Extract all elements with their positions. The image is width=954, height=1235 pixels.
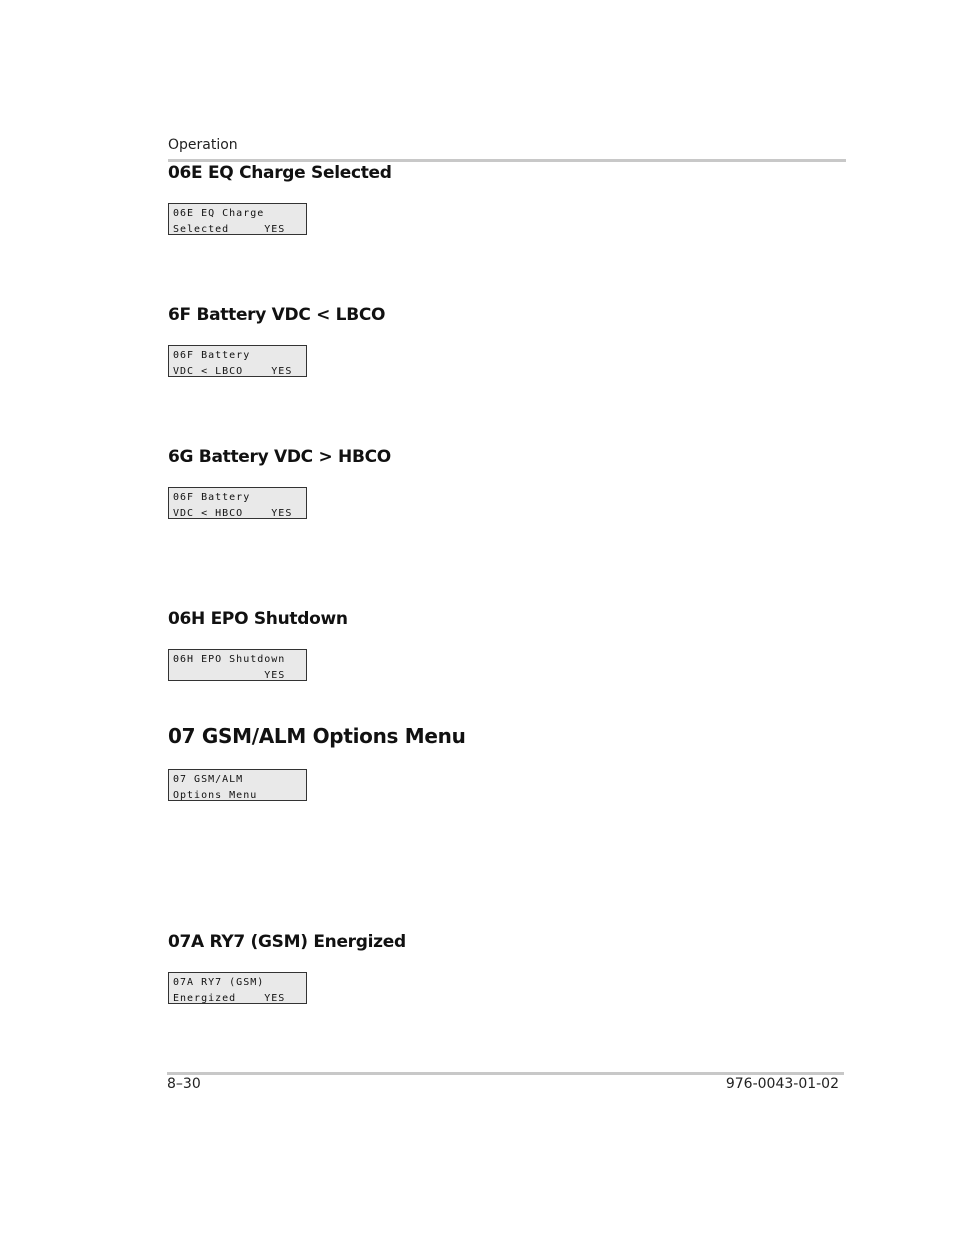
lcd-line-2: Energized YES — [173, 992, 286, 1004]
lcd-display-06h — [168, 649, 307, 681]
header-rule — [168, 159, 846, 162]
lcd-line-2: VDC < HBCO YES — [173, 507, 293, 519]
document-number: 976-0043-01-02 — [725, 1076, 839, 1092]
lcd-line-1: 06F Battery — [173, 492, 251, 503]
section-heading-6g: 6G Battery VDC > HBCO — [168, 447, 391, 467]
section-heading-07a: 07A RY7 (GSM) Energized — [168, 932, 406, 952]
section-heading-06e: 06E EQ Charge Selected — [168, 163, 392, 183]
section-heading-07: 07 GSM/ALM Options Menu — [168, 724, 466, 748]
footer-rule — [167, 1072, 844, 1075]
lcd-line-2: Selected YES — [173, 223, 286, 235]
lcd-display-07a — [168, 972, 307, 1004]
page-number: 8–30 — [167, 1076, 201, 1092]
section-heading-6f: 6F Battery VDC < LBCO — [168, 305, 386, 325]
lcd-line-1: 06E EQ Charge — [173, 208, 265, 219]
lcd-line-1: 06H EPO Shutdown — [173, 654, 286, 665]
lcd-display-6g — [168, 487, 307, 519]
lcd-line-2: VDC < LBCO YES — [173, 365, 293, 377]
lcd-line-2: YES — [173, 669, 286, 681]
lcd-display-07 — [168, 769, 307, 801]
lcd-line-2: Options Menu — [173, 789, 258, 801]
lcd-line-1: 07A RY7 (GSM) — [173, 977, 265, 988]
lcd-line-1: 06F Battery — [173, 350, 251, 361]
running-head: Operation — [168, 137, 238, 153]
lcd-display-6f — [168, 345, 307, 377]
lcd-line-1: 07 GSM/ALM — [173, 774, 244, 785]
section-heading-06h: 06H EPO Shutdown — [168, 609, 348, 629]
lcd-display-06e — [168, 203, 307, 235]
